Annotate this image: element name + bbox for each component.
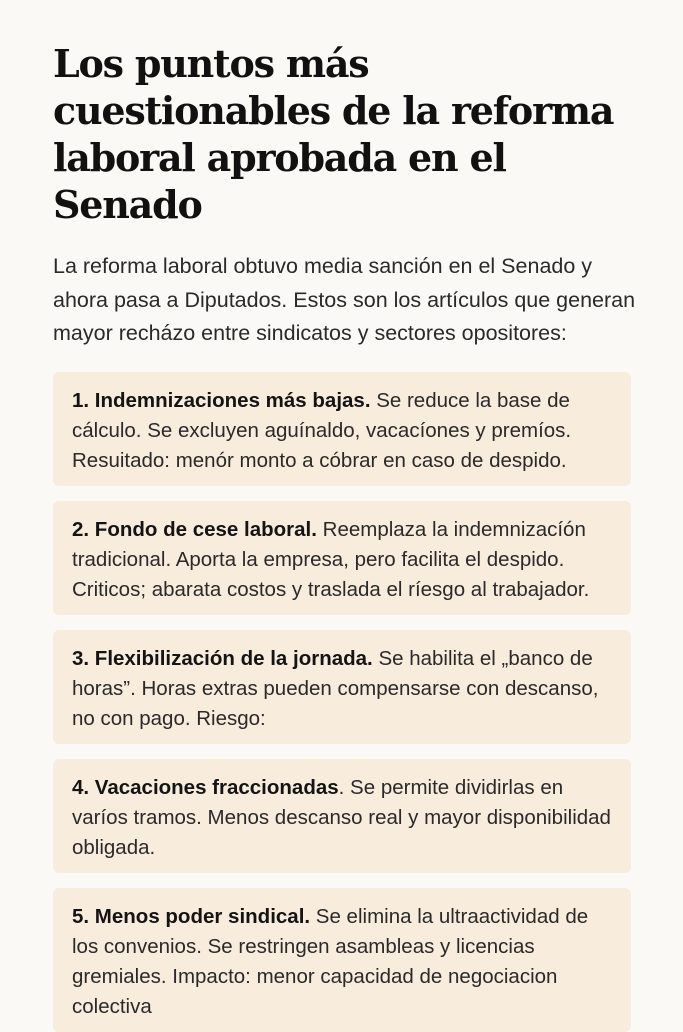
point-text: . Se permite dividirlas en varíos tramos. Menos descanso real y mayor disponibilidad obligada. [72,775,611,859]
point-card [53,630,631,744]
point-text: Se elimina la ultraactividad de los convenios. Se restringen asambleas y licencias gremiales. Impacto: menor capacidad de negociacion colectiva [72,904,589,1018]
point-heading: 4. Vacaciones fraccionadas [72,775,339,799]
point-text: Se habilita el „banco de horas”. Horas extras pueden compensarse con descanso, no con pago. Riesgo: [72,646,599,730]
point-card [53,501,631,615]
point-heading: 3. Flexibilización de la jornada. [72,646,373,670]
article-title: Los puntos más cuestionables de la reforma laboral aprobada en el Senado [53,41,614,227]
points-list [53,372,631,1032]
point-text: Reemplaza la indemnizacíón tradicional. Aporta la empresa, pero facilita el despido. Criticos; abarata costos y traslada el ríesgo al trabajador. [72,517,590,601]
point-card [53,372,631,486]
point-heading: 1. Indemnizaciones más bajas. [72,388,371,412]
point-text: Se reduce la base de cálculo. Se excluyen aguínaldo, vacacíones y premíos. Resuitado: menór monto a cóbrar en caso de despido. [72,388,572,472]
article-intro: La reforma laboral obtuvo media sanción en el Senado y ahora pasa a Diputados. Estos son los artículos que generan mayor recházo entre sindicatos y sectores opositores: [53,254,636,345]
point-card [53,888,631,1032]
point-heading: 5. Menos poder sindical. [72,904,311,928]
point-heading: 2. Fondo de cese laboral. [72,517,317,541]
point-card [53,759,631,873]
